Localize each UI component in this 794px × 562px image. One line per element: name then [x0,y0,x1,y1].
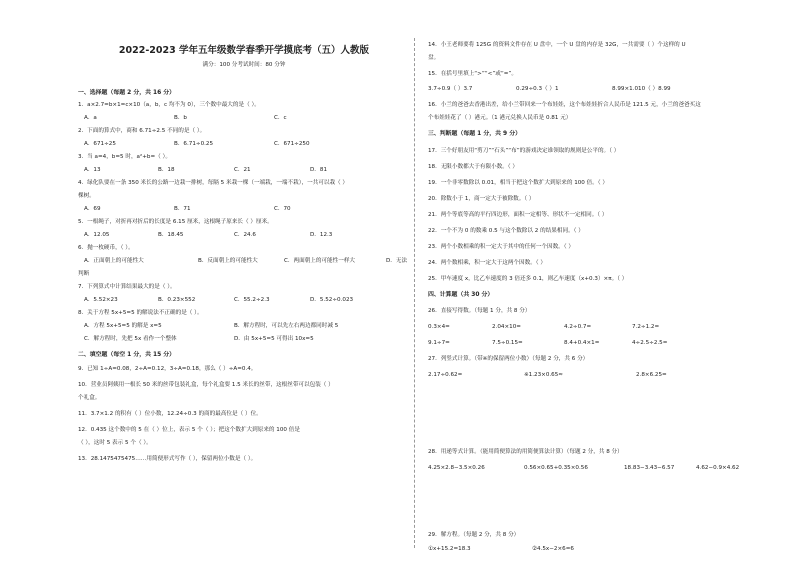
calc-item[interactable]: 4÷2.5÷2.5= [632,340,668,346]
question-15: 15．在括号里填上“>”“<”或“=”。 [428,71,517,77]
question-7: 7．下列算式中计算结果最大的是（ ）。 [78,284,176,290]
question-4: 4．绿化队要在一条 350 米长的公路一边栽一排树，每隔 5 米栽一棵（一端栽，一端不栽），一共可以栽（ ） [78,180,349,186]
option[interactable]: D．5.52÷0.023 [310,297,354,303]
option[interactable]: A．5.52×23 [84,297,118,303]
question-27: 27．列竖式计算。（带※的保留两位小数）（每题 2 分，共 6 分） [428,356,589,362]
question-29: 29．解方程。（每题 2 分，共 8 分） [428,532,520,538]
option[interactable]: C．c [274,115,287,121]
question-26: 26．直接写得数。（每题 1 分，共 8 分） [428,308,531,314]
judge-19: 19．一个非零数除以 0.01，相当于把这个数扩大到原来的 100 倍。（ ） [428,180,609,186]
calc-item[interactable]: ※1.23×0.65≈ [524,372,563,378]
option[interactable]: C．55.2÷2.3 [234,297,270,303]
option[interactable]: B．71 [174,206,191,212]
section-3-heading: 三、判断题（每题 1 分，共 9 分） [428,131,521,137]
question-28: 28．用递等式计算。（能用简便算法的用简便算法计算）（每题 2 分，共 8 分） [428,449,623,455]
question-14: 14．小王老师要将 125G 的资料文件存在 U 盘中，一个 U 盘的内存是 32G，一共需要（ ）个这样的 U [428,42,686,48]
question-6-cont: 判断 [78,271,90,277]
option[interactable]: A．a [84,115,97,121]
section-1-heading: 一、选择题（每题 2 分，共 16 分） [78,90,176,96]
option[interactable]: C．70 [274,206,291,212]
judge-21: 21．两个等底等高的平行四边形，面积一定相等、形状不一定相同。（ ） [428,212,608,218]
option[interactable]: A．13 [84,167,101,173]
page-title: 2022-2023 学年五年级数学春季开学摸底考（五）人教版 [118,45,370,56]
question-10: 10．营业员阿姨用一根长 50 米的丝带包装礼盒，每个礼盒要 1.5 米长的丝带，这根丝带可以包装（ ） [78,382,334,388]
calc-item[interactable]: 18.83−3.43−6.57 [624,465,675,471]
section-4-heading: 四、计算题（共 30 分） [428,292,494,298]
page-subtitle: 满分：100 分考试时间：80 分钟 [202,62,286,68]
option[interactable]: B．18 [158,167,175,173]
column-divider [414,38,415,548]
calc-item[interactable]: 2.04×10= [492,324,521,330]
option[interactable]: C．21 [234,167,251,173]
question-10-cont: 个礼盒。 [78,395,101,401]
judge-24: 24．两个数相乘，积一定大于这两个因数。（ ） [428,260,546,266]
option[interactable]: B．b [174,115,187,121]
option[interactable]: D．无法 [386,258,408,264]
calc-item[interactable]: 4.2÷0.7= [564,324,592,330]
option[interactable]: A．12.05 [84,232,110,238]
judge-22: 22．一个不为 0 的数乘 0.5 与这个数除以 2 的结果相同。（ ） [428,228,584,234]
question-3: 3．当 a=4，b=5 时，a²+b=（ ）。 [78,154,171,160]
question-16: 16．小兰的爸爸去香港出差，给小兰带回来一个布娃娃，这个布娃娃折合人民币是 121.5 元，小兰的爸爸买这 [428,102,701,108]
option[interactable]: C．两面朝上的可能性一样大 [284,258,356,264]
question-14-cont: 盘。 [428,55,440,61]
question-4-cont: 棵树。 [78,193,95,199]
option[interactable]: B．解方程时，可以先左右两边都同时减 5 [234,323,339,329]
compare-item[interactable]: 0.29÷0.3（ ）1 [516,86,559,92]
option[interactable]: D．由 5x+5=5 可得出 10x=5 [234,336,314,342]
question-2: 2．下面的算式中，商和 6.71÷2.5 不同的是（ ）。 [78,128,206,134]
compare-item[interactable]: 3.7÷0.9（ ）3.7 [428,86,473,92]
question-9: 9．已知 1÷A=0.08，2÷A=0.12，3÷A=0.18，那么（ ）÷A=0.4。 [78,366,257,372]
option[interactable]: B．18.45 [158,232,184,238]
question-8: 8．关于方程 5x+5=5 的解说法不正确的是（ ）。 [78,310,203,316]
option[interactable]: A．671÷25 [84,141,116,147]
judge-17: 17．三个好朋友用“剪刀”“石头”“布”的游戏决定谁领取的规则是公平的。（ ） [428,148,620,154]
calc-item[interactable]: 9.1÷7= [428,340,450,346]
section-2-heading: 二、填空题（每空 1 分，共 15 分） [78,352,176,358]
option[interactable]: C．解方程时，先把 5x 看作一个整体 [84,336,177,342]
option[interactable]: B．0.23×552 [158,297,196,303]
equation-item[interactable]: ①x+15.2=18.3 [428,546,471,552]
judge-23: 23．两个小数相乘的积一定大于其中的任何一个因数。（ ） [428,244,574,250]
calc-item[interactable]: 0.56×0.65+0.35×0.56 [524,465,588,471]
judge-25: 25．甲车速度 x，比乙车速度的 3 倍还多 0.1，则乙车速度（x+0.3）×π。（ ） [428,276,628,282]
option[interactable]: B．反面朝上的可能性大 [198,258,258,264]
question-16-cont: 个布娃娃花了（ ）港元。（1 港元兑换人民币是 0.81 元） [428,115,572,121]
equation-item[interactable]: ②4.5x−2×6=6 [532,546,574,552]
compare-item[interactable]: 8.99×1.010（ ）8.99 [612,86,671,92]
option[interactable]: C．671÷250 [274,141,310,147]
option[interactable]: A．方程 5x+5=5 的解是 x=5 [84,323,162,329]
judge-18: 18．无限小数都大于有限小数。（ ） [428,164,519,170]
question-1: 1．a×2.7=b×1=c×10（a，b，c 均不为 0），三个数中最大的是（ ）。 [78,102,260,108]
question-13: 13．28.1475475475……用简便形式写作（ ），保留两位小数是（ ）。 [78,456,257,462]
question-5: 5．一根绳子，对折再对折后的长度是 6.15 厘米，这根绳子原来长（ ）厘米。 [78,219,273,225]
question-12-cont: （ ），这时 5 表示 5 个（ ）。 [78,440,152,446]
option[interactable]: D．12.3 [310,232,333,238]
option[interactable]: A．69 [84,206,101,212]
calc-item[interactable]: 0.3×4= [428,324,450,330]
calc-item[interactable]: 8.4+0.4×1= [564,340,600,346]
calc-item[interactable]: 7.5÷0.15= [492,340,523,346]
judge-20: 20．除数小于 1，商一定大于被除数。（ ） [428,196,535,202]
calc-item[interactable]: 2.8×6.25= [636,372,667,378]
calc-item[interactable]: 7.2÷1.2= [632,324,660,330]
option[interactable]: C．24.6 [234,232,256,238]
question-6: 6．抛一枚硬币，（ ）。 [78,245,134,251]
question-11: 11．3.7×1.2 的积有（ ）位小数，12.24÷0.3 的商的最高位是（ ）位。 [78,411,262,417]
calc-item[interactable]: 4.25×2.8−3.5×0.26 [428,465,485,471]
option[interactable]: D．81 [310,167,328,173]
question-12: 12．0.435 这个数中的 5 在（ ）位上，表示 5 个（ ）；把这个数扩大到原来的 100 倍是 [78,427,300,433]
option[interactable]: A．正面朝上的可能性大 [84,258,144,264]
option[interactable]: B．6.71÷0.25 [174,141,214,147]
calc-item[interactable]: 2.17÷0.62= [428,372,463,378]
calc-item[interactable]: 4.62−0.9×4.62 [696,465,740,471]
